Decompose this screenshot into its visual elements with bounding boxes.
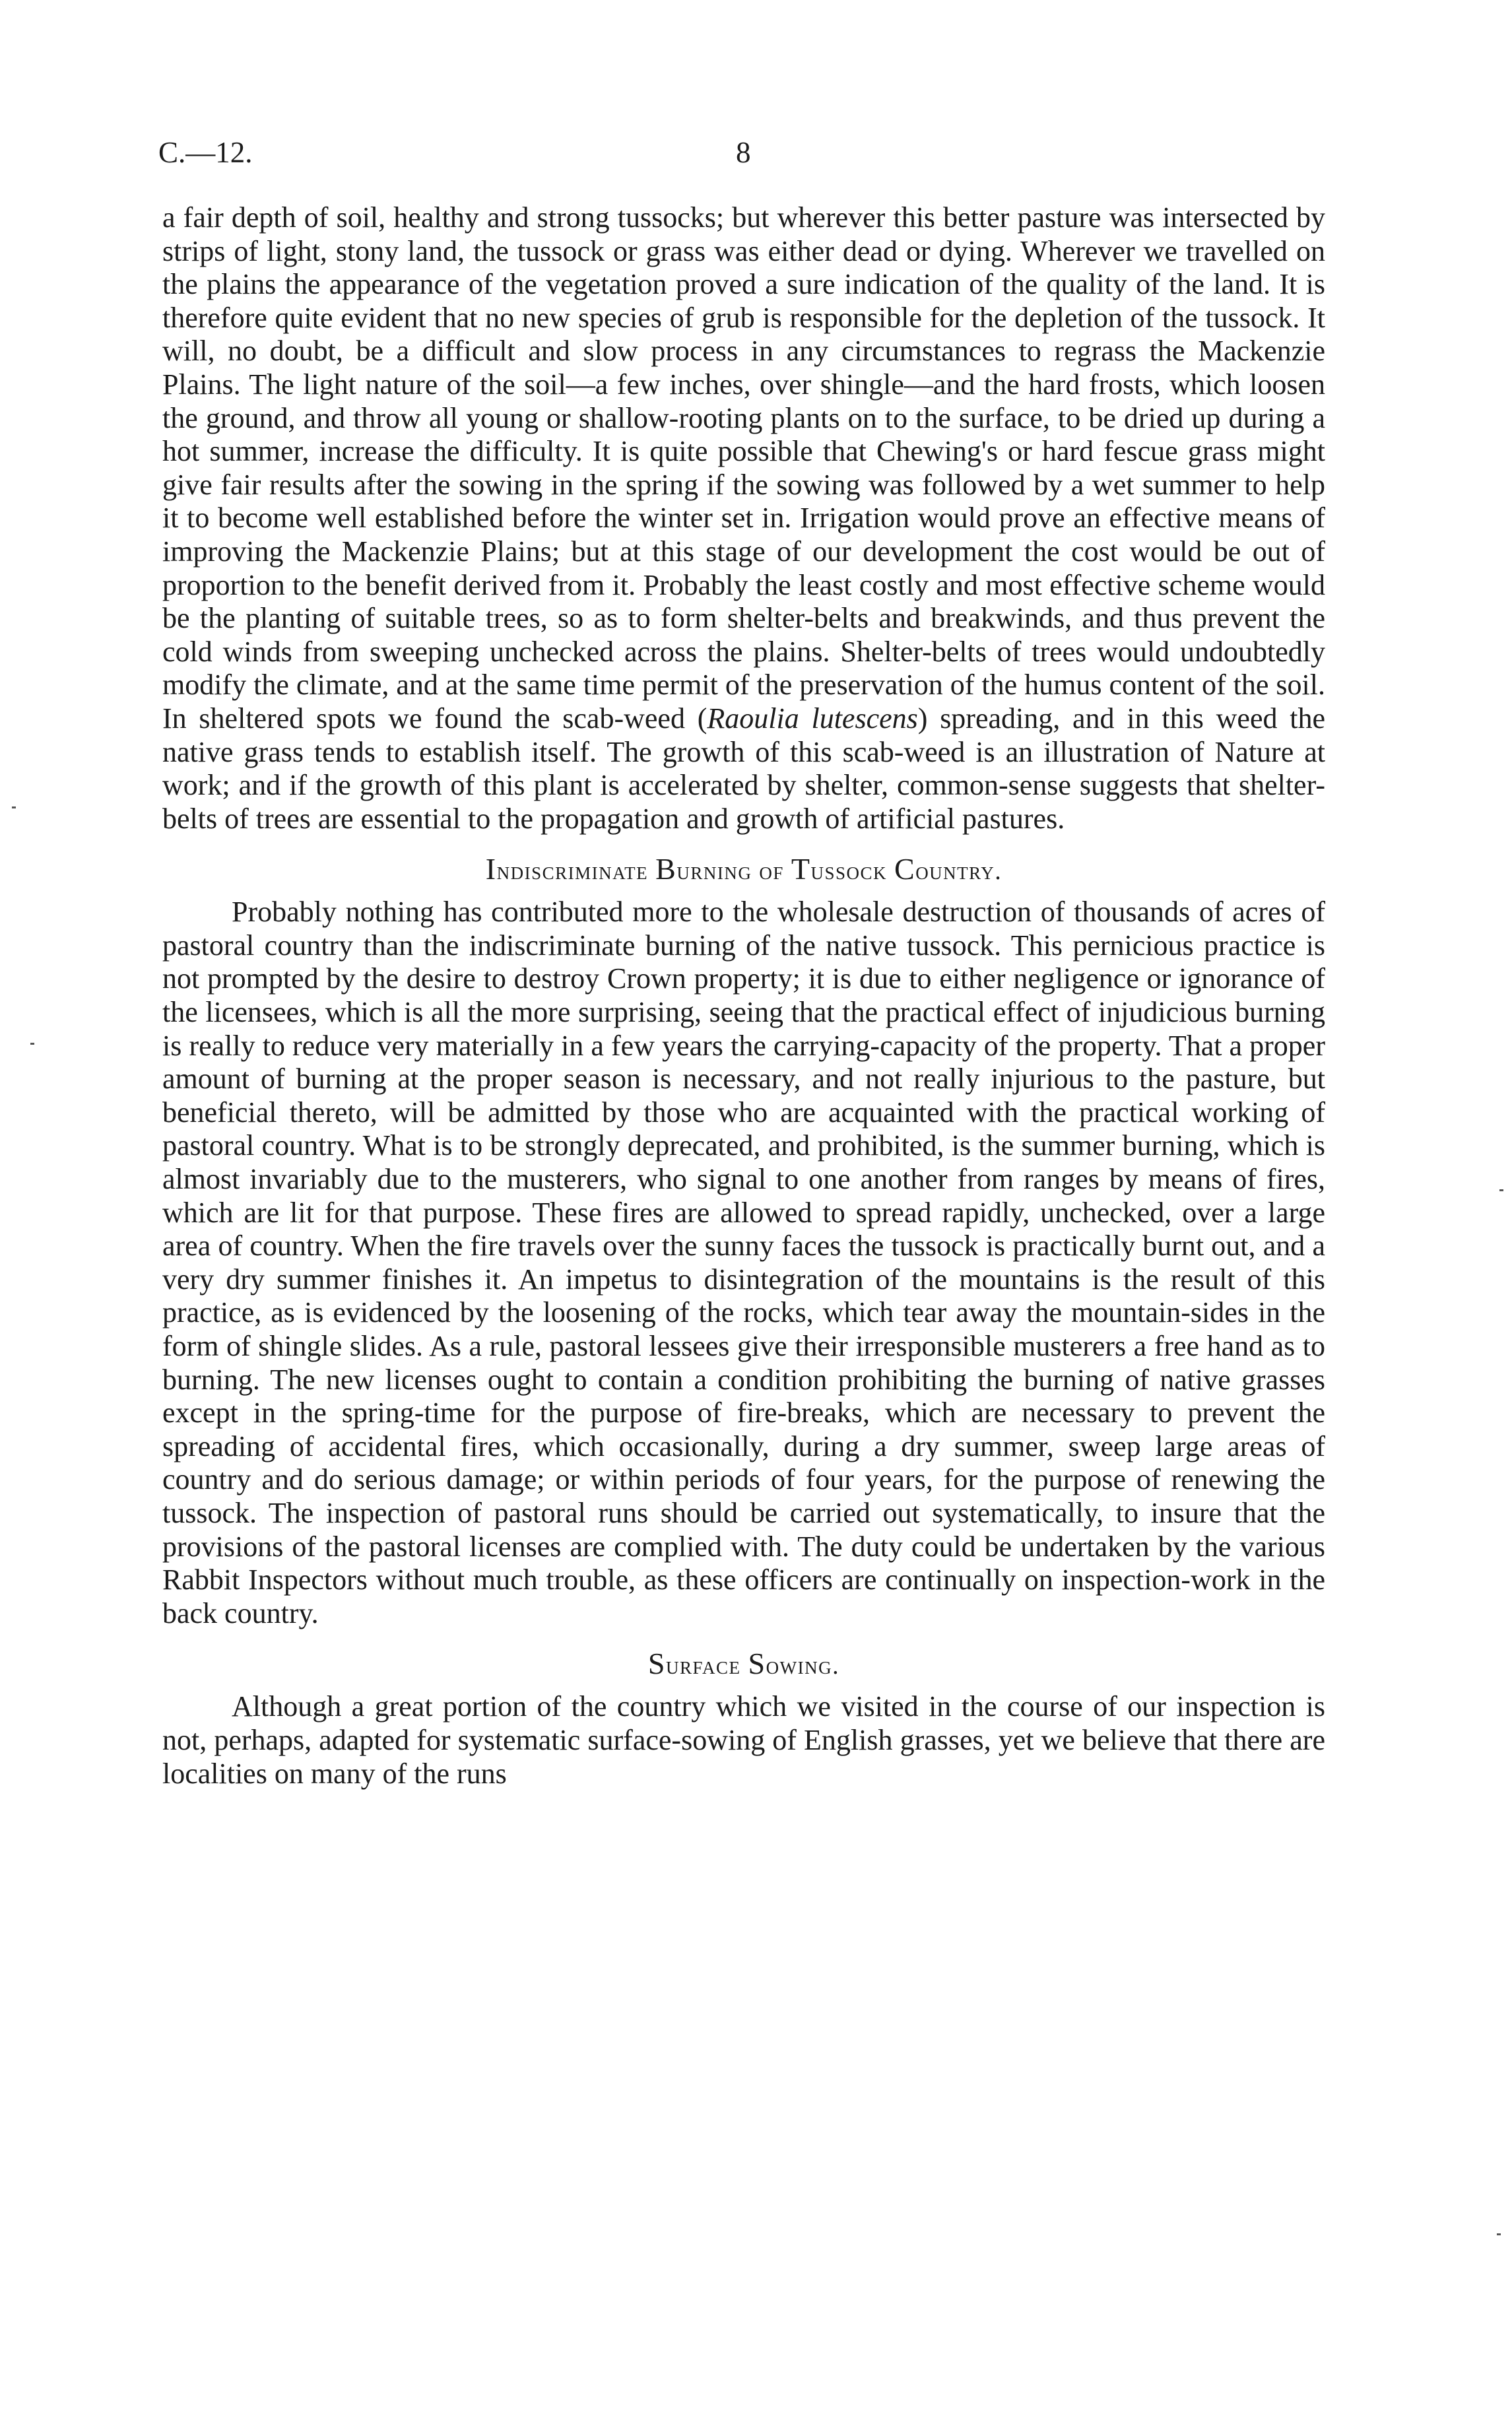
page-body	[162, 201, 1325, 1791]
paragraph-text: ) spreading, and in this weed the native grass tends to establish itself. The growth of this scab-weed is an illustration of Nature at work; and if the growth of this plant is accelerated by shelter, common-sense suggests that shelter-belts of trees are essential to the propagation and growth of artificial pastures.	[162, 702, 1326, 835]
surface-sowing-paragraph: Although a great portion of the country which we visited in the course of our inspection is not, perhaps, adapted for systematic surface-sowing of English grasses, yet we believe that there are localities on many of the runs	[162, 1690, 1325, 1790]
section-heading-surface-sowing: Surface Sowing.	[647, 1647, 840, 1681]
scan-mark	[1497, 2233, 1501, 2235]
burning-paragraph: Probably nothing has contributed more to the wholesale destruction of thousands of acres of pastoral country than the indiscriminate burning of the native tussock. This pernicious practice is not prompted by the desire to destroy Crown property; it is due to either negligence or ignorance of the licensees, which is all the more surprising, seeing that the practical effect of injudicious burning is really to reduce very materially in a few years the carrying-capacity of the property. That a proper amount of burning at the proper season is necessary, and not really injurious to the pasture, but beneficial thereto, will be admitted by those who are acquainted with the practical working of pastoral country. What is to be strongly deprecated, and prohibited, is the summer burning, which is almost invariably due to the musterers, who signal to one another from ranges by means of fires, which are lit for that purpose. These fires are allowed to spread rapidly, unchecked, over a large area of country. When the fire travels over the sunny faces the tussock is practically burnt out, and a very dry summer finishes it. An impetus to disintegration of the mountains is the result of this practice, as is evidenced by the loosening of the rocks, which tear away the mountain-sides in the form of shingle slides. As a rule, pastoral lessees give their irresponsible musterers a free hand as to burning. The new licenses ought to contain a condition prohibiting the burning of native grasses except in the spring-time for the purpose of fire-breaks, which are necessary to prevent the spreading of accidental fires, which occasionally, during a dry summer, sweep large areas of country and do serious damage; or within periods of four years, for the purpose of renewing the tussock. The inspection of pastoral runs should be carried out systematically, to insure that the provisions of the pastoral licenses are complied with. The duty could be undertaken by the various Rabbit Inspectors without much trouble, as these officers are continually on inspection-work in the back country.	[162, 896, 1325, 1629]
page-header	[158, 135, 1327, 181]
continued-paragraph	[162, 201, 1325, 836]
scan-mark	[12, 806, 16, 808]
section-heading-burning: Indiscriminate Burning of Tussock Country.	[485, 852, 1003, 886]
document-reference: C.—12.	[158, 136, 253, 169]
paragraph-text: a fair depth of soil, healthy and strong tussocks; but wherever this better pasture was intersected by strips of light, stony land, the tussock or grass was either dead or dying. Wherever we travelled on the plains the appearance of the vegetation proved a sure indication of the quality of the land. It is therefore quite evident that no new species of grub is responsible for the depletion of the tussock. It will, no doubt, be a difficult and slow process in any circumstances to regrass the Mackenzie Plains. The light nature of the soil—a few inches, over shingle—and the hard frosts, which loosen the ground, and throw all young or shallow-rooting plants on to the surface, to be dried up during a hot summer, increase the difficulty. It is quite possible that Chewing's or hard fescue grass might give fair results after the sowing in the spring if the sowing was followed by a wet summer to help it to become well established before the winter set in. Irrigation would prove an effective means of improving the Mackenzie Plains; but at this stage of our development the cost would be out of proportion to the benefit derived from it. Probably the least costly and most effective scheme would be the planting of suitable trees, so as to form shelter-belts and breakwinds, and thus prevent the cold winds from sweeping unchecked across the plains. Shelter-belts of trees would undoubtedly modify the climate, and at the same time permit of the preservation of the humus content of the soil. In sheltered spots we found the scab-weed (	[162, 201, 1325, 735]
page-number: 8	[736, 136, 751, 169]
scan-mark	[30, 1043, 34, 1045]
scan-mark	[1499, 1189, 1503, 1191]
species-name: Raoulia lutescens	[707, 702, 918, 735]
